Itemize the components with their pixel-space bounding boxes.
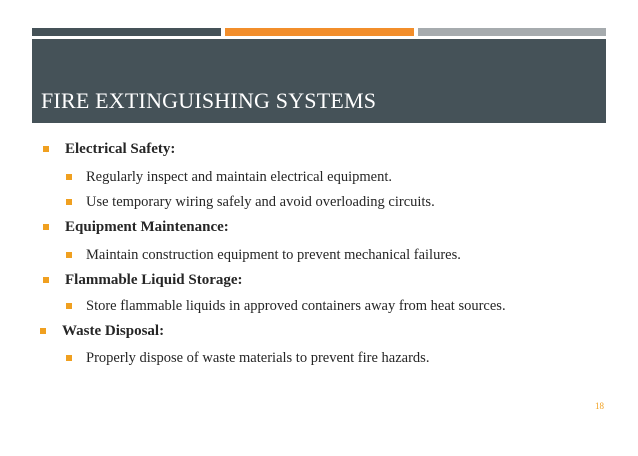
list-item-text: Properly dispose of waste materials to prevent fire hazards. xyxy=(86,350,430,366)
square-bullet-icon xyxy=(43,224,49,230)
list-item xyxy=(66,348,429,368)
square-bullet-icon xyxy=(66,303,72,309)
page-number: 18 xyxy=(595,401,604,411)
square-bullet-icon xyxy=(66,199,72,205)
list-item xyxy=(66,296,506,316)
square-bullet-icon xyxy=(43,146,49,152)
list-item xyxy=(66,192,435,212)
list-item-text: Regularly inspect and maintain electrical equipment. xyxy=(86,169,393,185)
list-item-text: Store flammable liquids in approved containers away from heat sources. xyxy=(86,298,506,314)
square-bullet-icon xyxy=(40,328,46,334)
square-bullet-icon xyxy=(43,277,49,283)
section-heading-text: Flammable Liquid Storage: xyxy=(65,272,243,288)
square-bullet-icon xyxy=(66,174,72,180)
section-heading-text: Equipment Maintenance: xyxy=(65,219,229,235)
list-item-text: Use temporary wiring safely and avoid overloading circuits. xyxy=(86,194,435,210)
section-heading xyxy=(43,217,229,237)
section-heading xyxy=(40,321,164,341)
slide-title: FIRE EXTINGUISHING SYSTEMS xyxy=(41,88,377,113)
square-bullet-icon xyxy=(66,355,72,361)
list-item xyxy=(66,245,461,265)
list-item-text: Maintain construction equipment to prevent mechanical failures. xyxy=(86,247,461,263)
section-heading xyxy=(43,139,175,159)
square-bullet-icon xyxy=(66,252,72,258)
section-heading-text: Waste Disposal: xyxy=(62,323,165,339)
section-heading xyxy=(43,270,243,290)
list-item xyxy=(66,167,392,187)
section-heading-text: Electrical Safety: xyxy=(65,141,176,157)
